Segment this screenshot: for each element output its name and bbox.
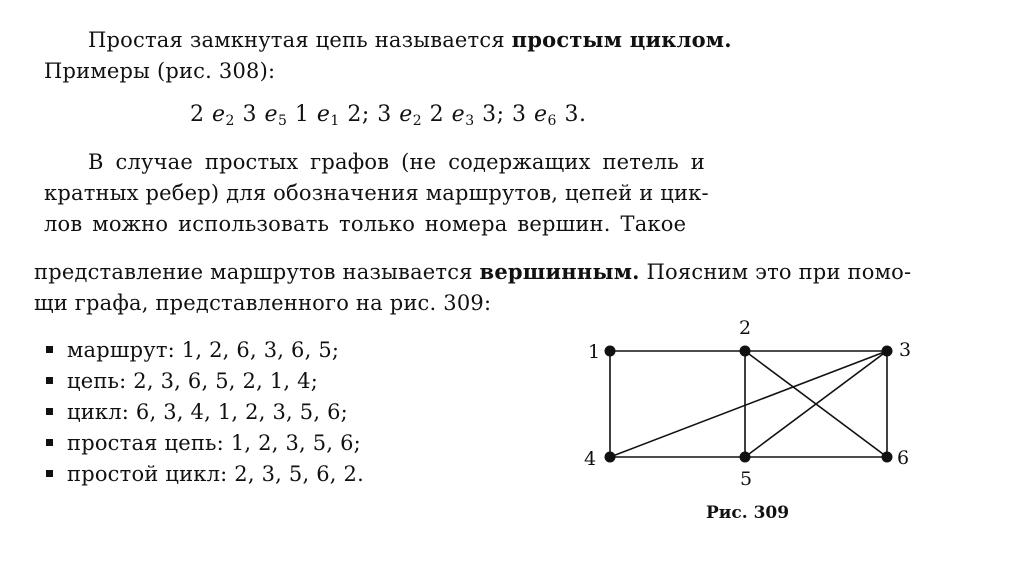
examples-list [46, 336, 364, 491]
list-item [46, 367, 364, 398]
formula-text: 2 [190, 102, 212, 127]
graph-vertex-5 [740, 452, 751, 463]
formula-edge-symbol: e [212, 102, 226, 127]
formula-edge-symbol: e [534, 102, 548, 127]
graph-vertex-label-1: 1 [588, 341, 601, 363]
formula-edge-index: 2 [412, 113, 423, 129]
bold-term-vertex: вершинным. [479, 259, 640, 284]
graph-vertex-label-5: 5 [740, 468, 753, 490]
graph-vertex-label-3: 3 [899, 339, 912, 361]
graph-vertex-label-4: 4 [584, 448, 597, 470]
paragraph-1-line-1 [88, 26, 732, 54]
list-item-text: простая цепь: 1, 2, 3, 5, 6; [67, 431, 361, 455]
formula-edge-symbol: e [451, 102, 466, 127]
graph-vertex-1 [605, 346, 616, 357]
formula-text: 1 [287, 102, 317, 127]
paragraph-1-line-2: Примеры (рис. 308): [44, 59, 276, 83]
formula-edge-symbol: e [264, 102, 278, 127]
formula-edge-symbol: e [399, 102, 413, 127]
formula-edge-index: 2 [225, 113, 235, 129]
examples-formula [190, 102, 586, 129]
list-item [46, 429, 364, 460]
formula-text: 2; 3 [339, 102, 400, 127]
list-item-text: простой цикл: 2, 3, 5, 6, 2. [67, 462, 364, 486]
bullet-icon [46, 346, 53, 353]
graph-vertex-3 [882, 346, 893, 357]
graph-vertex-label-2: 2 [739, 317, 752, 339]
bullet-icon [46, 377, 53, 384]
formula-edge-index: 5 [277, 113, 288, 129]
list-item-text: маршрут: 1, 2, 6, 3, 6, 5; [67, 338, 340, 362]
formula-edge-index: 6 [547, 113, 557, 129]
graph-vertex-label-6: 6 [897, 447, 910, 469]
formula-text: 3 [234, 102, 265, 127]
formula-edge-index: 1 [330, 113, 340, 129]
formula-text: 3. [556, 102, 587, 127]
bullet-icon [46, 439, 53, 446]
paragraph-2-line-3: лов можно использовать только номера вершин. Такое [44, 212, 687, 236]
bullet-icon [46, 408, 53, 415]
bold-term-simple-cycle: простым циклом. [511, 27, 732, 52]
list-item [46, 336, 364, 367]
graph-vertex-2 [740, 346, 751, 357]
list-item-text: цикл: 6, 3, 4, 1, 2, 3, 5, 6; [67, 400, 348, 424]
paragraph-3-line-1 [34, 258, 911, 286]
bullet-icon [46, 470, 53, 477]
formula-edge-index: 3 [465, 113, 475, 129]
graph-edge-3-4 [610, 351, 887, 457]
formula-text: 2 [422, 102, 452, 127]
paragraph-2-line-1: В случае простых графов (не содержащих петель и [88, 150, 705, 174]
figure-caption: Рис. 309 [706, 503, 790, 523]
list-item-text: цепь: 2, 3, 6, 5, 2, 1, 4; [67, 369, 319, 393]
list-item [46, 398, 364, 429]
paragraph-2-line-2: кратных ребер) для обозначения маршрутов, цепей и цик- [44, 181, 709, 205]
graph-vertex-4 [605, 452, 616, 463]
text: Поясним это при помо- [639, 260, 912, 284]
graph-vertex-6 [882, 452, 893, 463]
text: Простая замкнутая цепь называется [88, 28, 512, 52]
formula-edge-symbol: e [316, 102, 331, 127]
list-item [46, 460, 364, 491]
paragraph-3-line-2: щи графа, представленного на рис. 309: [34, 291, 492, 315]
formula-text: 3; 3 [474, 102, 534, 127]
text: представление маршрутов называется [34, 260, 480, 284]
